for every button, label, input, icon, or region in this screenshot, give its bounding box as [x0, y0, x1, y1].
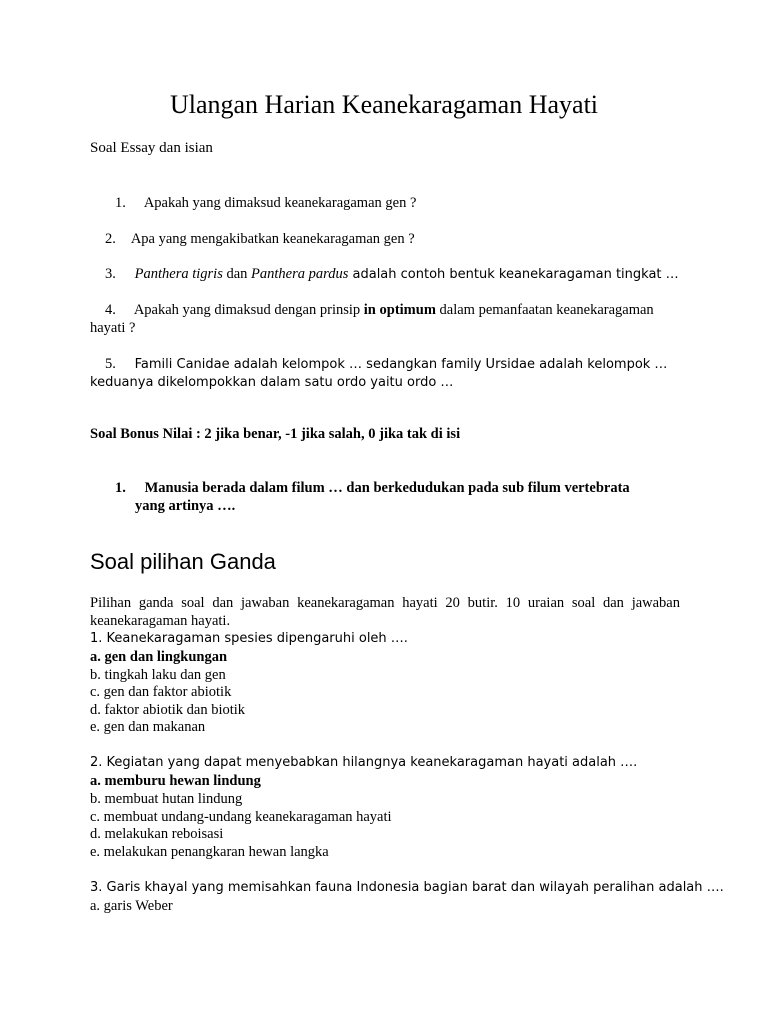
answer-option-correct: a. gen dan lingkungan	[90, 649, 228, 665]
bonus-heading: Soal Bonus Nilai : 2 jika benar, -1 jika salah, 0 jika tak di isi	[90, 426, 461, 442]
item-number: 5.	[105, 356, 116, 372]
answer-option: a. garis Weber	[90, 898, 173, 914]
answer-option: e. gen dan makanan	[90, 719, 206, 735]
item-text: dalam pemanfaatan keanekaragaman	[435, 302, 654, 318]
essay-item-3	[105, 266, 679, 283]
bonus-item-1	[115, 480, 630, 497]
answer-option: d. faktor abiotik dan biotik	[90, 702, 246, 718]
species-name: Panthera tigris	[134, 266, 223, 282]
question-3: 3. Garis khayal yang memisahkan fauna Indonesia bagian barat dan wilayah peralihan adalah ….	[90, 880, 724, 895]
section-heading: Soal pilihan Ganda	[90, 549, 276, 574]
item-text: Apakah yang dimaksud keanekaragaman gen ?	[143, 195, 417, 211]
page-title: Ulangan Harian Keanekaragaman Hayati	[169, 90, 599, 119]
item-text: dan	[222, 266, 252, 282]
essay-item-4	[105, 302, 654, 319]
answer-option: e. melakukan penangkaran hewan langka	[90, 844, 329, 860]
item-number: 1.	[115, 195, 126, 211]
section-subtitle: Soal Essay dan isian	[90, 140, 213, 156]
item-text: Apa yang mengakibatkan keanekaragaman gen ?	[130, 231, 415, 247]
intro-paragraph: Pilihan ganda soal dan jawaban keanekaragaman hayati 20 butir. 10 uraian soal dan jawaban keanekaragaman hayati.	[90, 595, 680, 629]
answer-option: b. tingkah laku dan gen	[90, 667, 226, 683]
item-number: 4.	[105, 302, 116, 318]
item-text: Famili Canidae adalah kelompok … sedangkan family Ursidae adalah kelompok …	[134, 357, 668, 372]
item-number: 1.	[115, 480, 126, 496]
essay-item-2	[105, 231, 415, 248]
essay-item-1	[115, 195, 416, 212]
item-number: 3.	[105, 266, 116, 282]
answer-option: d. melakukan reboisasi	[90, 826, 224, 842]
answer-option: b. membuat hutan lindung	[90, 791, 243, 807]
answer-option: c. membuat undang-undang keanekaragaman hayati	[90, 809, 392, 825]
item-text: Manusia berada dalam filum … dan berkedudukan pada sub filum vertebrata	[144, 480, 630, 496]
question-2: 2. Kegiatan yang dapat menyebabkan hilangnya keanekaragaman hayati adalah ….	[90, 755, 638, 770]
item-text: Apakah yang dimaksud dengan prinsip	[133, 302, 364, 318]
answer-option-correct: a. memburu hewan lindung	[90, 773, 261, 789]
essay-item-5-continuation: keduanya dikelompokkan dalam satu ordo yaitu ordo …	[90, 375, 454, 390]
bold-term: in optimum	[363, 302, 436, 318]
item-text: adalah contoh bentuk keanekaragaman tingkat …	[348, 267, 679, 282]
essay-item-4-continuation: hayati ?	[90, 320, 136, 336]
item-number: 2.	[105, 231, 116, 247]
answer-option: c. gen dan faktor abiotik	[90, 684, 232, 700]
bonus-item-1-continuation: yang artinya ….	[135, 498, 236, 514]
species-name: Panthera pardus	[251, 266, 349, 282]
question-1: 1. Keanekaragaman spesies dipengaruhi oleh ….	[90, 631, 408, 646]
essay-item-5	[105, 356, 667, 373]
